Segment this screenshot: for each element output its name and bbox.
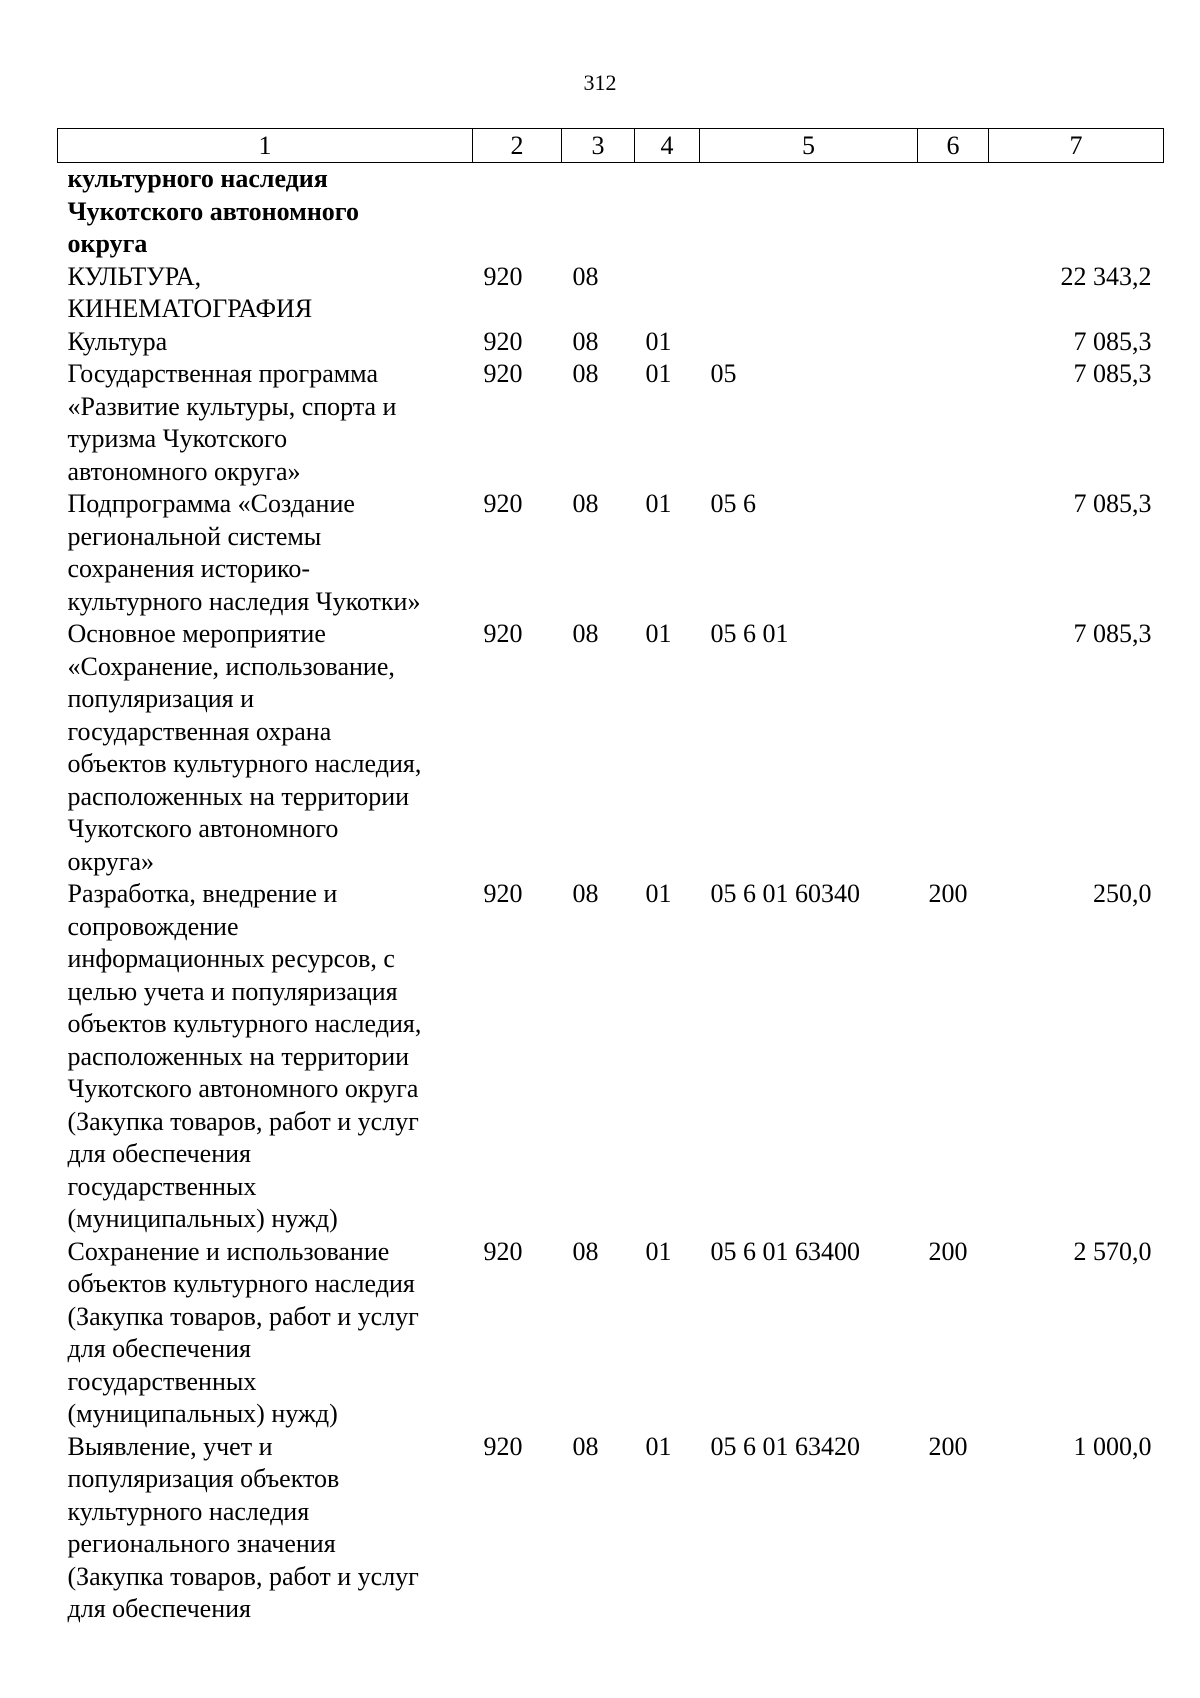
table-row (58, 618, 1164, 878)
admin-code-cell: 920 (483, 489, 523, 518)
header-row (58, 129, 1164, 163)
subsection-code-cell: 01 (645, 1431, 672, 1461)
row-name-cell (58, 1236, 473, 1431)
subsection-code-cell: 01 (645, 619, 672, 648)
table-row (58, 1431, 1164, 1626)
row-name-line: (Закупка товаров, работ и услуг (67, 1301, 419, 1331)
expense-type-cell (918, 163, 989, 261)
row-name-cell (58, 358, 473, 488)
budget-table (57, 128, 1164, 1626)
subsection-code-cell (635, 163, 700, 261)
target-article-cell: 05 6 (710, 489, 756, 518)
column-header-7: 7 (989, 129, 1164, 163)
column-header-2: 2 (473, 129, 562, 163)
row-name-line: регионального значения (67, 1529, 336, 1558)
column-header-5: 5 (700, 129, 918, 163)
row-name-line: сохранения историко- (67, 554, 311, 583)
row-name-line: объектов культурного наследия, (67, 749, 422, 778)
row-name-line: для обеспечения (67, 1594, 251, 1623)
row-name-line: расположенных на территории (67, 781, 410, 811)
section-code-cell: 08 (572, 1236, 599, 1266)
row-name-line: объектов культурного наследия, (67, 1009, 422, 1038)
admin-code-cell: 920 (483, 326, 523, 356)
target-article-cell: 05 6 01 63420 (710, 1431, 860, 1461)
admin-code-cell: 920 (483, 1431, 523, 1461)
admin-code-cell: 920 (483, 879, 523, 908)
row-name-line: (муниципальных) нужд) (67, 1399, 338, 1428)
expense-type-cell (918, 261, 989, 326)
table-row (58, 326, 1164, 359)
row-name-line: государственных (67, 1366, 257, 1396)
row-name-line: популяризация и (67, 684, 255, 713)
row-name-line: культурного наследия (67, 164, 328, 193)
row-name-line: популяризация объектов (67, 1464, 340, 1493)
row-name-line: Выявление, учет и (67, 1431, 273, 1461)
subsection-code-cell (635, 261, 700, 326)
table-row (58, 1236, 1164, 1431)
amount-cell: 250,0 (1093, 879, 1152, 908)
table-body (58, 163, 1164, 1626)
page-number: 312 (583, 70, 617, 95)
row-name-line: государственная охрана (67, 716, 332, 746)
row-name-line: КИНЕМАТОГРАФИЯ (67, 294, 313, 323)
row-name-line: Сохранение и использование (67, 1236, 390, 1266)
row-name-line: для обеспечения (67, 1334, 251, 1363)
section-code-cell: 08 (572, 1431, 599, 1461)
row-name-line: целью учета и популяризация (67, 976, 398, 1006)
row-name-line: государственных (67, 1171, 257, 1201)
row-name-line: (Закупка товаров, работ и услуг (67, 1561, 419, 1591)
target-article-cell: 05 6 01 (710, 619, 789, 648)
target-article-cell (700, 163, 918, 261)
row-name-line: для обеспечения (67, 1139, 251, 1168)
section-code-cell: 08 (572, 261, 599, 291)
admin-code-cell: 920 (483, 619, 523, 648)
row-name-line: объектов культурного наследия (67, 1269, 415, 1298)
section-code-cell: 08 (572, 489, 599, 518)
row-name-line: «Развитие культуры, спорта и (67, 391, 397, 421)
row-name-line: автономного округа» (67, 456, 301, 486)
column-header-3: 3 (562, 129, 635, 163)
row-name-line: (Закупка товаров, работ и услуг (67, 1106, 419, 1136)
row-name-line: туризма Чукотского (67, 424, 288, 453)
target-article-cell: 05 6 01 60340 (710, 879, 860, 908)
row-name-line: «Сохранение, использование, (67, 651, 395, 681)
column-header-6: 6 (918, 129, 989, 163)
table-row (58, 163, 1164, 261)
row-name-line: КУЛЬТУРА, (67, 261, 202, 291)
row-name-line: Государственная программа (67, 359, 379, 388)
section-code-cell: 08 (572, 326, 599, 356)
amount-cell: 7 085,3 (1073, 359, 1152, 388)
row-name-line: культурного наследия (67, 1496, 310, 1526)
table-header (58, 129, 1164, 163)
subsection-code-cell: 01 (645, 359, 672, 388)
table-row (58, 488, 1164, 618)
amount-cell: 22 343,2 (1060, 261, 1152, 291)
row-name-cell (58, 261, 473, 326)
row-name-line: культурного наследия Чукотки» (67, 586, 421, 616)
expense-type-cell: 200 (928, 1431, 968, 1461)
row-name-line: Разработка, внедрение и (67, 879, 338, 908)
row-name-line: сопровождение (67, 911, 239, 941)
target-article-cell: 05 (710, 359, 737, 388)
amount-cell: 7 085,3 (1073, 326, 1152, 356)
admin-code-cell (473, 163, 562, 261)
row-name-line: Основное мероприятие (67, 619, 326, 648)
row-name-line: Подпрограмма «Создание (67, 489, 355, 518)
expense-type-cell (918, 488, 989, 618)
amount-cell: 7 085,3 (1073, 619, 1152, 648)
section-code-cell (562, 163, 635, 261)
section-code-cell: 08 (572, 359, 599, 388)
row-name-line: Культура (67, 326, 168, 356)
row-name-line: (муниципальных) нужд) (67, 1204, 338, 1233)
row-name-line: информационных ресурсов, с (67, 944, 395, 973)
row-name-cell (58, 618, 473, 878)
row-name-cell (58, 163, 473, 261)
section-code-cell: 08 (572, 619, 599, 648)
subsection-code-cell: 01 (645, 879, 672, 908)
expense-type-cell (918, 618, 989, 878)
row-name-cell (58, 878, 473, 1236)
row-name-line: Чукотского автономного (67, 814, 339, 843)
row-name-line: расположенных на территории (67, 1041, 410, 1071)
admin-code-cell: 920 (483, 261, 523, 291)
row-name-cell (58, 1431, 473, 1626)
target-article-cell (700, 326, 918, 359)
amount-cell (989, 163, 1164, 261)
table-row (58, 261, 1164, 326)
row-name-line: Чукотского автономного округа (67, 1074, 419, 1103)
table-row (58, 878, 1164, 1236)
row-name-cell (58, 326, 473, 359)
column-header-1: 1 (58, 129, 473, 163)
table-row (58, 358, 1164, 488)
expense-type-cell (918, 326, 989, 359)
admin-code-cell: 920 (483, 1236, 523, 1266)
section-code-cell: 08 (572, 879, 599, 908)
expense-type-cell (918, 358, 989, 488)
expense-type-cell: 200 (928, 879, 968, 908)
subsection-code-cell: 01 (645, 1236, 672, 1266)
expense-type-cell: 200 (928, 1236, 968, 1266)
target-article-cell (700, 261, 918, 326)
subsection-code-cell: 01 (645, 489, 672, 518)
row-name-line: округа» (67, 846, 154, 876)
subsection-code-cell: 01 (645, 326, 672, 356)
row-name-line: Чукотского автономного (67, 196, 359, 226)
target-article-cell: 05 6 01 63400 (710, 1236, 860, 1266)
row-name-line: округа (67, 229, 148, 258)
row-name-line: региональной системы (67, 521, 322, 551)
admin-code-cell: 920 (483, 359, 523, 388)
amount-cell: 7 085,3 (1073, 489, 1152, 518)
column-header-4: 4 (635, 129, 700, 163)
row-name-cell (58, 488, 473, 618)
amount-cell: 1 000,0 (1073, 1431, 1152, 1461)
amount-cell: 2 570,0 (1073, 1236, 1152, 1266)
